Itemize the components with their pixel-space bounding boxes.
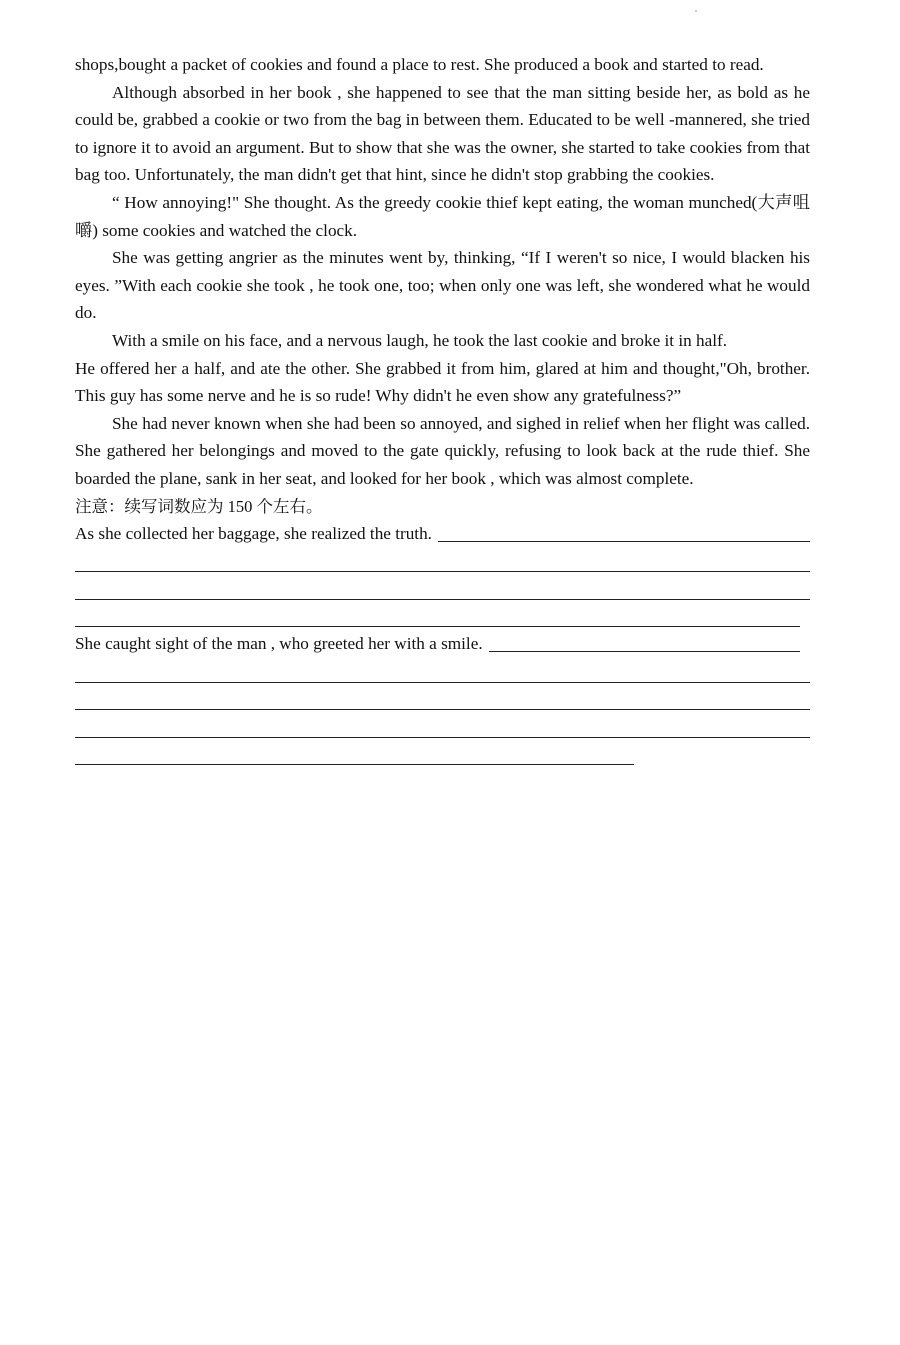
writing-line[interactable] [75, 575, 810, 603]
prompt-1-text: As she collected her baggage, she realized the truth. [75, 524, 432, 544]
writing-blank[interactable] [489, 651, 800, 652]
prompt-2-text: She caught sight of the man , who greeted her with a smile. [75, 634, 483, 654]
paragraph-6: He offered her a half, and ate the other. She grabbed it from him, glared at him and thought,"Oh, brother. This guy has some nerve and he is so rude! Why didn't he even show any gratefulness?” [75, 358, 810, 406]
passage [75, 51, 810, 768]
paragraph-2: Although absorbed in her book , she happened to see that the man sitting beside her, as bold as he could be, grabbed a cookie or two from the bag in between them. Educated to be well -mannered, she tried to ignore it to avoid an argument. But to show that she was the owner, she started to take cookies from that bag too. Unfortunately, the man didn't get that hint, since he didn't stop grabbing the cookies. [75, 82, 810, 185]
writing-blank[interactable] [438, 541, 810, 542]
scan-speck [695, 10, 697, 12]
writing-line[interactable] [75, 713, 810, 741]
paragraph-3: “ How annoying!" She thought. As the greedy cookie thief kept eating, the woman munched(大声咀嚼) some cookies and watched the clock. [75, 192, 810, 240]
paragraph-4: She was getting angrier as the minutes went by, thinking, “If I weren't so nice, I would blacken his eyes. ”With each cookie she took , he took one, too; when only one was left, she wondered what he would do. [75, 248, 810, 323]
continuation-prompt-1 [75, 520, 810, 548]
writing-line[interactable] [75, 658, 810, 686]
writing-line[interactable] [75, 741, 810, 769]
paragraph-7: She had never known when she had been so annoyed, and sighed in relief when her flight was called. She gathered her belongings and moved to the gate quickly, refusing to look back at the rude thief. She boarded the plane, sank in her seat, and looked for her book , which was almost complete. [75, 413, 810, 488]
writing-line[interactable] [75, 686, 810, 714]
word-count-note: 注意：续写词数应为 150 个左右。 [75, 496, 323, 516]
paragraph-1: shops,bought a packet of cookies and found a place to rest. She produced a book and started to read. [75, 55, 764, 74]
writing-line[interactable] [75, 603, 810, 631]
continuation-prompt-2 [75, 630, 800, 658]
paragraph-5: With a smile on his face, and a nervous laugh, he took the last cookie and broke it in half. [112, 330, 728, 350]
writing-line[interactable] [75, 548, 810, 576]
